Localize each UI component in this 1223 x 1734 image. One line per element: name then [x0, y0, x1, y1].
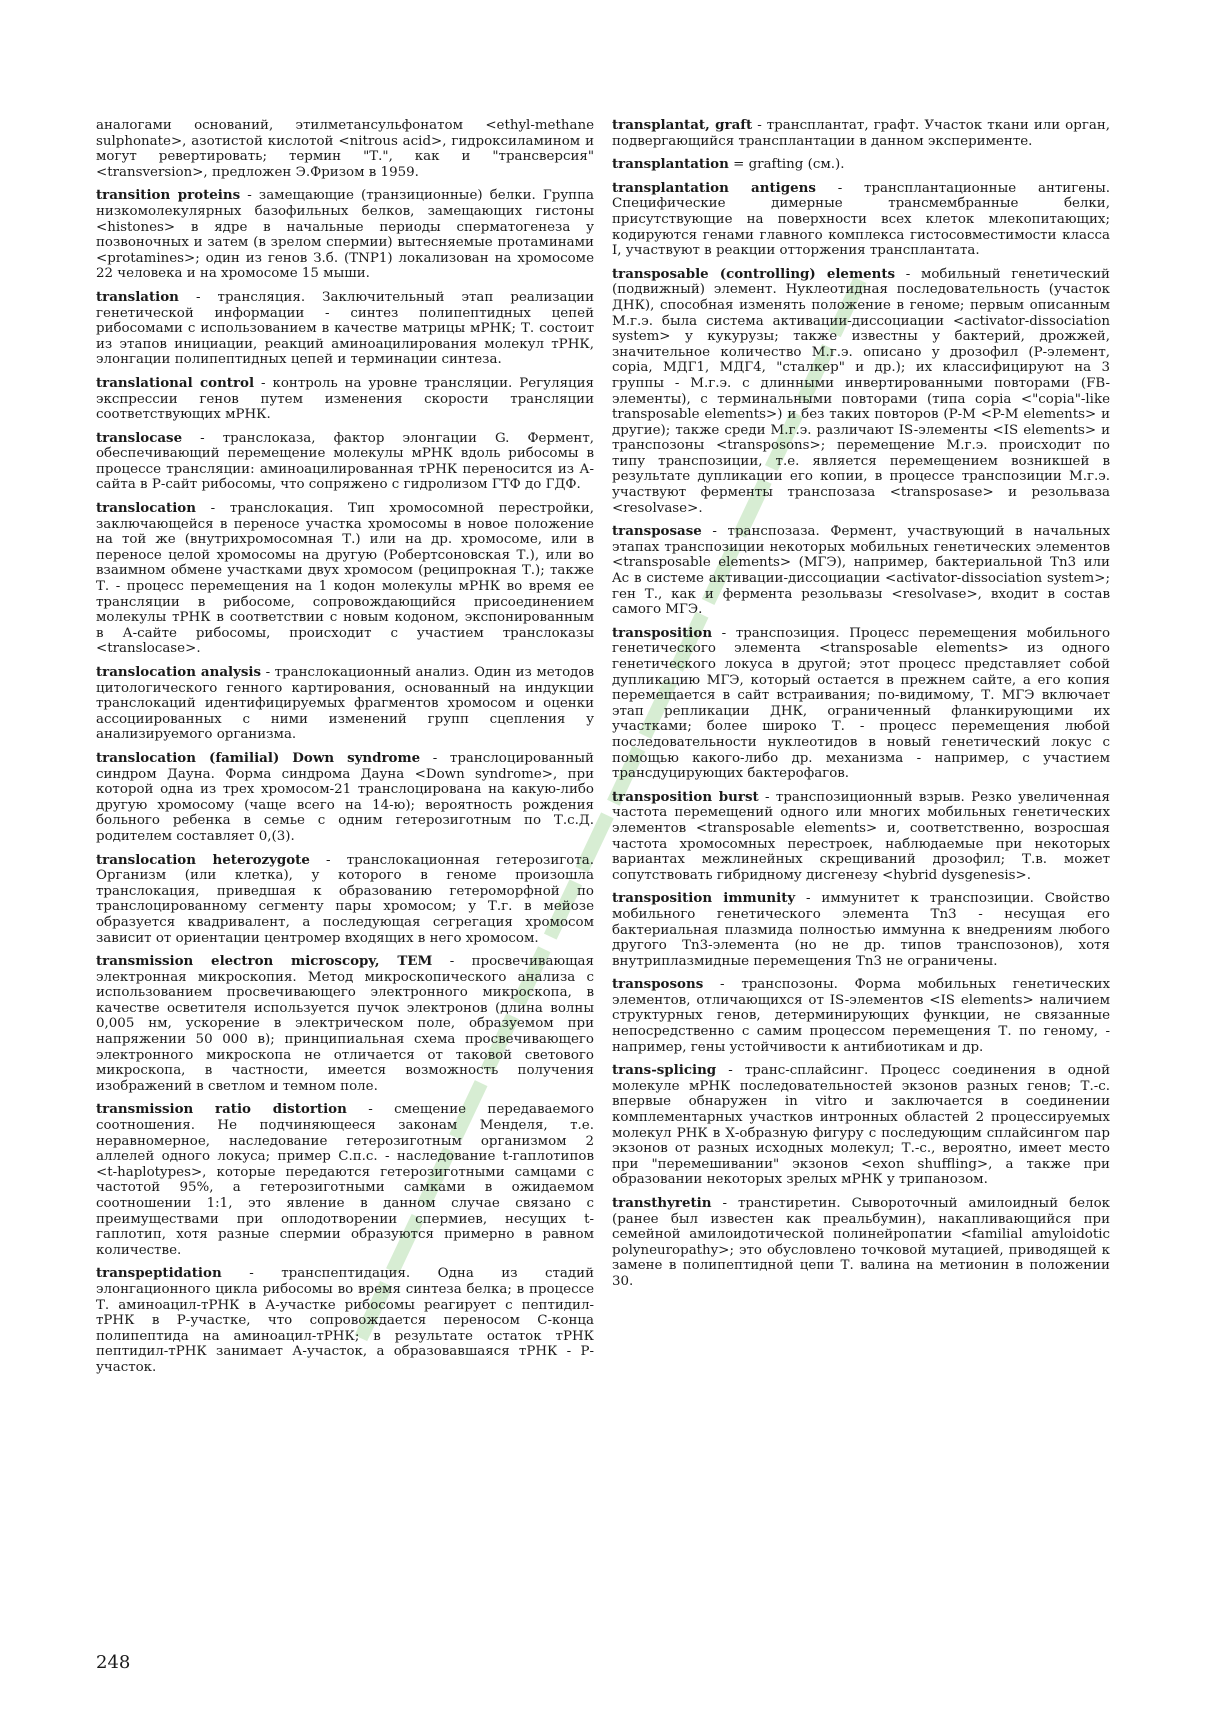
- left-column: [96, 118, 594, 1384]
- entry-term: trans-splicing: [612, 1062, 717, 1079]
- dictionary-entry: [612, 1196, 1110, 1290]
- entry-term: transplantat, graft: [612, 117, 753, 133]
- dictionary-entry: [612, 626, 1110, 782]
- dictionary-entry: [612, 118, 1110, 149]
- entry-separator: -: [178, 289, 218, 305]
- dictionary-entry: [96, 1102, 594, 1258]
- entry-term: translocation heterozygote: [96, 851, 310, 868]
- page-number: 248: [96, 1652, 131, 1673]
- entry-definition: транспозиционный взрыв. Резко увеличенная частота перемещений одного или многих мобильных генетических элементов <transposable elements> и, соответственно, возросшая частота хромосомных перестроек, наблюдаемые при некоторых вариантах межлинейных скрещиваний дрозофил; Т.в. может сопутствовать гибридному дисгенезу <hybrid dysgenesis>.: [612, 789, 1110, 883]
- entry-separator: -: [752, 118, 767, 133]
- entry-separator: -: [432, 954, 472, 970]
- entry-definition: транспозаза. Фермент, участвующий в начальных этапах транспозиции некоторых мобильных генетических элементов <transposable elements> (МГЭ), например, бактериальной Tn3 или Ac в системе активации-диссоциации <activator-dissociation system>; ген Т., как и фермента резольвазы <resolvase>, входит в состав самого МГЭ.: [612, 524, 1110, 618]
- entry-definition: смещение передаваемого соотношения. Не подчиняющееся законам Менделя, т.е. неравномерное, наследование гетерозиготным организмом 2 аллелей одного локуса; пример С.п.с. - наследование t-гаплотипов <t-haplotypes>, которые передаются гетерозиготными самцами с частотой 95%, а гетерозиготными самками в ожидаемом соотношении 1:1, это явление в данном случае связано с преимуществами при оплодотворении спермиев, несущих t-гаплотип, хотя разные спермии образуются примерно в равном количестве.: [96, 1102, 594, 1258]
- entry-separator: -: [182, 430, 223, 446]
- entry-term: translational control: [96, 374, 255, 391]
- entry-separator: -: [309, 852, 347, 868]
- entry-separator: -: [895, 266, 921, 282]
- entry-definition: мобильный генетический (подвижный) элемент. Нуклеотидная последовательность (участок ДНК), способная изменять положение в геноме; первым описанным М.г.э. была система активации-диссоциации <activator-dissociation system> у кукурузы; также известны у бактерий, дрожжей, значительное количество М.г.э. описано у дрозофил (Р-элемент, copia, МДГ1, МДГ4, "сталкер" и др.); их классифицируют на 3 группы - М.г.э. с длинными инвертированными повторами (FB-элементы), с терминальными повторами (типа copia <"copia"-like transposable elements>) и без таких повторов (Р-М <P-M elements> и другие); также среди М.г.э. различают IS-элементы <IS elements> и транспозоны <transposons>; перемещение М.г.э. происходит по типу транспозиции, т.е. является перемещением возникшей в результате дупликации его копии, в процессе транспозиции М.г.э. участвуют ферменты транспозаза <transposase> и резольваза <resolvase>.: [612, 266, 1110, 516]
- dictionary-entry: [612, 790, 1110, 884]
- entry-term: transposition burst: [612, 788, 759, 805]
- entry-term: transthyretin: [612, 1195, 712, 1211]
- dictionary-entry: [612, 1063, 1110, 1188]
- dictionary-entry: [96, 853, 594, 947]
- entry-definition: контроль на уровне трансляции. Регуляция экспрессии генов путем изменения скорости трансляции соответствующих мРНК.: [96, 375, 595, 423]
- dictionary-entry: [612, 181, 1110, 259]
- entry-definition: транслоцированный синдром Дауна. Форма синдрома Дауна <Down syndrome>, при которой одна из трех хромосом-21 транслоцирована на какую-либо другую хромосому (чаще всего на 14-ю); вероятность рождения больного ребенка в семье с одним гетерозиготным по Т.с.Д. родителем составляет 0,(3).: [96, 750, 594, 844]
- entry-definition: транс-сплайсинг. Процесс соединения в одной молекуле мРНК последовательностей экзонов разных генов; Т.-с. впервые обнаружен in vitro и заключается в соединении комплементарных участков интронных областей 2 процессируемых молекул РНК в Х-образную фигуру с последующим сплайсингом пар экзонов от разных исходных молекул; Т.-с., вероятно, имеет место при "перемешивании" экзонов <exon shuffling>, а также при образовании некоторых зрелых мРНК у трипанозом.: [612, 1063, 1110, 1188]
- dictionary-entry: [612, 891, 1110, 969]
- entry-definition: транспептидация. Одна из стадий элонгационного цикла рибосомы во время синтеза белка; в процессе Т. аминоацил-тРНК в А-участке рибосомы реагирует с пептидил-тРНК в Р-участке, что сопровождается переносом С-конца полипептида на аминоацил-тРНК; в результате остаток тРНК пептидил-тРНК занимает А-участок, а образовавшаяся тРНК - Р-участок.: [96, 1266, 594, 1375]
- entry-term: transposons: [612, 976, 704, 993]
- entry-definition: транспозиция. Процесс перемещения мобильного генетического элемента <transposable elements> из одного генетического локуса в другой; этот процесс представляет собой дупликацию МГЭ, который остается в прежнем сайте, а его копия перемещается в сайт встраивания; по-видимому, Т. МГЭ включает этап репликации ДНК, ограниченный фланкирующими их участками; более широко Т. - процесс перемещения любой последовательности нуклеотидов в новый генетический локус с помощью какого-либо др. механизма - например, с участием трансдуцирующих бактерофагов.: [612, 625, 1111, 782]
- entry-definition: просвечивающая электронная микроскопия. Метод микроскопического анализа с использованием просвечивающего электронного микроскопа, в качестве осветителя используется пучок электронов (длина волны 0,005 нм, ускорение в электрическом поле, образуемом при напряжении 50 000 в); принципиальная схема просвечивающего электронного микроскопа не отличается от таковой светового микроскопа, в частности, имеется возможность получения изображений в светлом и темном поле.: [96, 954, 594, 1094]
- entry-definition: транслокационный анализ. Один из методов цитологического генного картирования, основанный на индукции транслокаций идентифицируемых фрагментов хромосом и оценки ассоциированных с ними изменений групп сцепления у анализируемого организма.: [96, 665, 594, 743]
- entry-definition: иммунитет к транспозиции. Свойство мобильного генетического элемента Tn3 - несущая его бактериальная плазмида полностью иммунна к внедрениям любого другого Tn3-элемента (но не др. типов транспозонов), хотя внутриплазмидные перемещения Tn3 не ограничены.: [612, 891, 1110, 969]
- entry-term: transposition immunity: [612, 890, 796, 907]
- entry-separator: -: [795, 891, 822, 907]
- entry-separator: -: [815, 180, 865, 196]
- dictionary-entry: [96, 376, 594, 423]
- dictionary-entry: [96, 1266, 594, 1375]
- entry-separator: -: [240, 188, 259, 204]
- dictionary-entry: [612, 524, 1110, 618]
- dictionary-entry: [96, 188, 594, 282]
- entry-separator: -: [711, 1196, 738, 1211]
- entry-term: translocation: [96, 500, 196, 517]
- entry-separator: -: [346, 1102, 395, 1118]
- entry-term: transition proteins: [96, 187, 241, 204]
- entry-term: transmission electron microscopy, TEM: [96, 953, 433, 970]
- entry-separator: -: [701, 524, 728, 540]
- entry-separator: -: [221, 1266, 282, 1282]
- entry-term: translocation analysis: [96, 664, 262, 680]
- dictionary-entry: [96, 501, 594, 657]
- entry-definition: аналогами оснований, этилметансульфонатом <ethyl-methane sulphonate>, азотистой кислотой <nitrous acid>, гидроксиламином и могут ревертировать; термин "Т.", как и "трансверсия" <transversion>, предложен Э.Фризом в 1959.: [96, 118, 594, 180]
- entry-term: transmission ratio distortion: [96, 1101, 347, 1118]
- entry-term: translocation (familial) Down syndrome: [96, 749, 421, 766]
- entry-definition: транспозоны. Форма мобильных генетических элементов, отличающихся от IS-элементов <IS elements> наличием структурных генов, детерминирующих функции, не связанные непосредственно с самим процессом перемещения Т. по геному, - например, гены устойчивости к антибиотикам и др.: [612, 977, 1110, 1055]
- entry-separator: -: [758, 789, 776, 805]
- dictionary-entry: [96, 751, 594, 845]
- entry-term: transposable (controlling) elements: [612, 265, 896, 282]
- entry-term: translation: [96, 288, 179, 305]
- entry-separator: -: [712, 625, 736, 641]
- entry-definition: транслокация. Тип хромосомной перестройки, заключающейся в переносе участка хромосомы в новое положение на той же (внутрихромосомная Т.) или на др. хромосоме, или в переносе целой хромосомы на другую (Робертсоновская Т.), или во взаимном обмене участками двух хромосом (реципрокная Т.); также Т. - процесс перемещения на 1 кодон молекулы мРНК во время ее трансляции в рибосоме, сопровождающийся присоединением молекулы тРНК в соответствии с новым кодоном, экспонированным в А-сайте рибосомы, происходит с участием транслоказы <translocase>.: [96, 501, 594, 657]
- entry-definition: трансляция. Заключительный этап реализации генетической информации - синтез полипептидных цепей рибосомами с использованием в качестве матрицы мРНК; Т. состоит из этапов инициации, реакций аминоацилирования молекул тРНК, элонгации полипептидных цепей и терминации синтеза.: [96, 289, 594, 368]
- entry-separator: -: [195, 501, 230, 517]
- dictionary-entry: [612, 977, 1110, 1055]
- dictionary-entry: [96, 118, 594, 180]
- entry-definition: транслоказа, фактор элонгации G. Фермент, обеспечивающий перемещение молекулы мРНК вдоль рибосомы в процессе трансляции: аминоацилированная тРНК переносится из А-сайта в Р-сайт рибосомы, что сопряжено с гидролизом ГТФ до ГДФ.: [96, 430, 594, 493]
- dictionary-entry: [96, 290, 594, 368]
- entry-separator: -: [254, 375, 273, 391]
- dictionary-entry: [96, 431, 594, 493]
- entry-definition: транстиретин. Сывороточный амилоидный белок (ранее был известен как преальбумин), накапливающийся при семейной амилоидотической полинейропатии <familial amyloidotic polyneuropathy>; это обусловлено точковой мутацией, приводящей к замене в полипептидной цепи Т. валина на метионин в положении 30.: [612, 1196, 1110, 1289]
- entry-separator: -: [703, 977, 742, 993]
- entry-term: transposase: [612, 523, 702, 540]
- entry-term: transplantation antigens: [612, 179, 816, 196]
- dictionary-entry: [96, 665, 594, 743]
- dictionary-entry: [612, 157, 1110, 173]
- dictionary-entry: [612, 267, 1110, 517]
- entry-separator: -: [261, 665, 275, 680]
- entry-term: translocase: [96, 429, 183, 446]
- right-column: [612, 118, 1110, 1298]
- dictionary-entry: [96, 954, 594, 1094]
- entry-definition: транслокационная гетерозигота. Организм (или клетка), у которого в геноме произошла транслокация, приведшая к образованию гетероморфной по транслоцированному сегменту пары хромосом; у Т.г. в мейозе образуется квадривалент, а последующая сегрегация хромосом зависит от ориентации центромер входящих в него хромосом.: [96, 852, 594, 946]
- entry-definition: трансплантационные антигены. Специфические димерные трансмембранные белки, присутствующие на поверхности всех клеток млекопитающих; кодируются генами главного комплекса гистосовместимости класса I, участвуют в реакции отторжения трансплантата.: [612, 180, 1110, 259]
- entry-term: transposition: [612, 624, 713, 641]
- entry-term: transpeptidation: [96, 1265, 222, 1282]
- entry-separator: -: [420, 750, 450, 766]
- entry-definition: = grafting (см.).: [733, 157, 845, 173]
- entry-definition: трансплантат, графт. Участок ткани или орган, подвергающийся трансплантации в данном эксперименте.: [612, 118, 1111, 149]
- entry-term: transplantation: [612, 156, 729, 173]
- entry-definition: замещающие (транзиционные) белки. Группа низкомолекулярных базофильных белков, замещающих гистоны <histones> в ядре в начальные периоды сперматогенеза у позвоночных и затем (в зрелом спермии) вытесняемые протаминами <protamines>; один из генов З.б. (TNP1) локализован на хромосоме 22 человека и на хромосоме 15 мыши.: [96, 188, 595, 282]
- entry-separator: -: [716, 1063, 745, 1079]
